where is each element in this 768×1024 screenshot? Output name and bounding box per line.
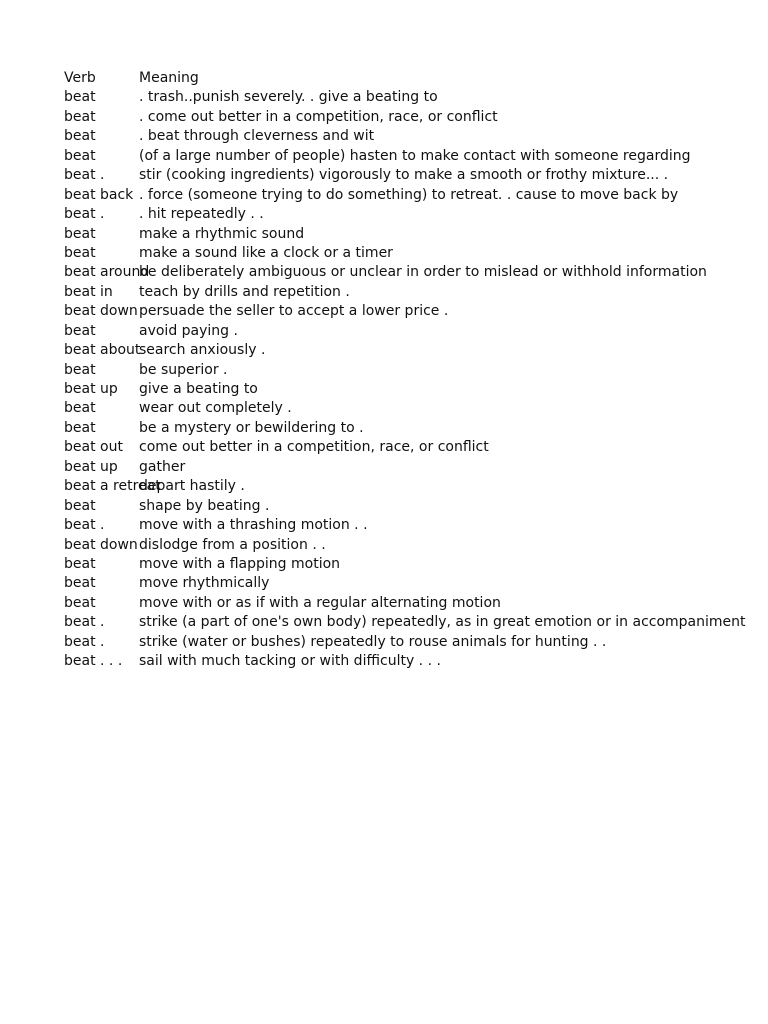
meaning-cell: be superior . <box>139 361 228 378</box>
meaning-cell: be deliberately ambiguous or unclear in order to mislead or withhold information <box>139 264 707 281</box>
table-row <box>64 536 664 555</box>
verb-cell: beat <box>64 361 96 378</box>
verb-cell: beat down <box>64 303 138 320</box>
meaning-cell: be a mystery or bewildering to . <box>139 419 364 436</box>
verb-meaning-table <box>64 69 746 672</box>
meaning-cell: stir (cooking ingredients) vigorously to make a smooth or frothy mixture... . <box>139 167 669 184</box>
verb-cell: beat <box>64 594 96 611</box>
table-row <box>64 205 664 224</box>
meaning-cell: dislodge from a position . . <box>139 536 326 553</box>
verb-cell: beat <box>64 322 96 339</box>
table-row <box>64 283 664 302</box>
verb-cell: beat <box>64 497 96 514</box>
verb-cell: beat out <box>64 439 123 456</box>
table-row <box>64 361 664 380</box>
verb-cell: beat . . . <box>64 653 123 670</box>
verb-cell: beat . <box>64 633 105 650</box>
table-row <box>64 88 664 107</box>
table-row <box>64 633 664 652</box>
meaning-cell: sail with much tacking or with difficulty . . . <box>139 653 441 670</box>
meaning-cell: . trash..punish severely. . give a beating to <box>139 89 438 106</box>
table-row <box>64 225 664 244</box>
verb-cell: beat <box>64 419 96 436</box>
table-row <box>64 652 664 671</box>
meaning-cell: move with a flapping motion <box>139 555 341 572</box>
verb-cell: beat around <box>64 264 150 281</box>
table-row <box>64 516 664 535</box>
table-row <box>64 166 669 185</box>
verb-cell: beat <box>64 225 96 242</box>
meaning-cell: strike (water or bushes) repeatedly to rouse animals for hunting . . <box>139 633 607 650</box>
table-row <box>64 399 664 418</box>
verb-cell: beat a retreat <box>64 478 161 495</box>
meaning-cell: move with or as if with a regular alternating motion <box>139 594 501 611</box>
meaning-cell: shape by beating . <box>139 497 270 514</box>
verb-cell: beat about <box>64 342 141 359</box>
meaning-cell: . come out better in a competition, race, or conflict <box>139 108 498 125</box>
verb-cell: beat in <box>64 283 113 300</box>
table-row <box>64 574 664 593</box>
verb-cell: beat down <box>64 536 138 553</box>
meaning-cell: avoid paying . <box>139 322 238 339</box>
meaning-cell: . force (someone trying to do something) to retreat. . cause to move back by <box>139 186 679 203</box>
meaning-cell: gather <box>139 458 186 475</box>
verb-cell: beat <box>64 147 96 164</box>
table-row <box>64 555 664 574</box>
verb-cell: beat back <box>64 186 134 203</box>
meaning-cell: search anxiously . <box>139 342 266 359</box>
meaning-cell: . hit repeatedly . . <box>139 206 264 223</box>
table-row <box>64 594 664 613</box>
table-row <box>64 108 664 127</box>
meaning-cell: . beat through cleverness and wit <box>139 128 375 145</box>
table-row <box>64 438 664 457</box>
verb-cell: beat up <box>64 381 118 397</box>
verb-cell: beat . <box>64 614 105 631</box>
table-row <box>64 341 664 360</box>
table-row <box>64 263 707 282</box>
header-meaning: Meaning <box>139 70 199 86</box>
table-row <box>64 147 691 166</box>
table-row <box>64 458 664 477</box>
table-row <box>64 322 664 341</box>
header-row <box>64 69 664 88</box>
verb-cell: beat <box>64 575 96 592</box>
verb-cell: beat . <box>64 517 105 534</box>
verb-cell: beat <box>64 555 96 572</box>
meaning-cell: (of a large number of people) hasten to make contact with someone regarding <box>139 147 691 164</box>
table-row <box>64 127 664 146</box>
meaning-cell: persuade the seller to accept a lower price . <box>139 303 449 320</box>
verb-cell: beat <box>64 89 96 106</box>
verb-cell: beat . <box>64 206 105 223</box>
table-row <box>64 186 679 205</box>
verb-cell: beat <box>64 128 96 145</box>
meaning-cell: come out better in a competition, race, or conflict <box>139 439 489 456</box>
meaning-cell: give a beating to <box>139 381 258 397</box>
table-row <box>64 419 664 438</box>
verb-cell: beat <box>64 400 96 417</box>
meaning-cell: depart hastily . <box>139 478 245 495</box>
header-verb: Verb <box>64 70 96 86</box>
meaning-cell: move rhythmically <box>139 575 270 592</box>
meaning-cell: move with a thrashing motion . . <box>139 517 368 534</box>
table-row <box>64 302 664 321</box>
verb-cell: beat <box>64 108 96 125</box>
table-row <box>64 497 664 516</box>
meaning-cell: teach by drills and repetition . <box>139 283 350 300</box>
meaning-cell: make a rhythmic sound <box>139 225 305 242</box>
verb-cell: beat . <box>64 167 105 184</box>
table-row <box>64 477 664 496</box>
meaning-cell: wear out completely . <box>139 400 292 417</box>
verb-cell: beat up <box>64 458 118 475</box>
table-row <box>64 613 746 632</box>
table-row <box>64 380 664 399</box>
meaning-cell: strike (a part of one's own body) repeatedly, as in great emotion or in accompaniment <box>139 614 746 631</box>
verb-cell: beat <box>64 244 96 261</box>
meaning-cell: make a sound like a clock or a timer <box>139 244 393 261</box>
table-row <box>64 244 664 263</box>
table-body <box>64 88 746 671</box>
